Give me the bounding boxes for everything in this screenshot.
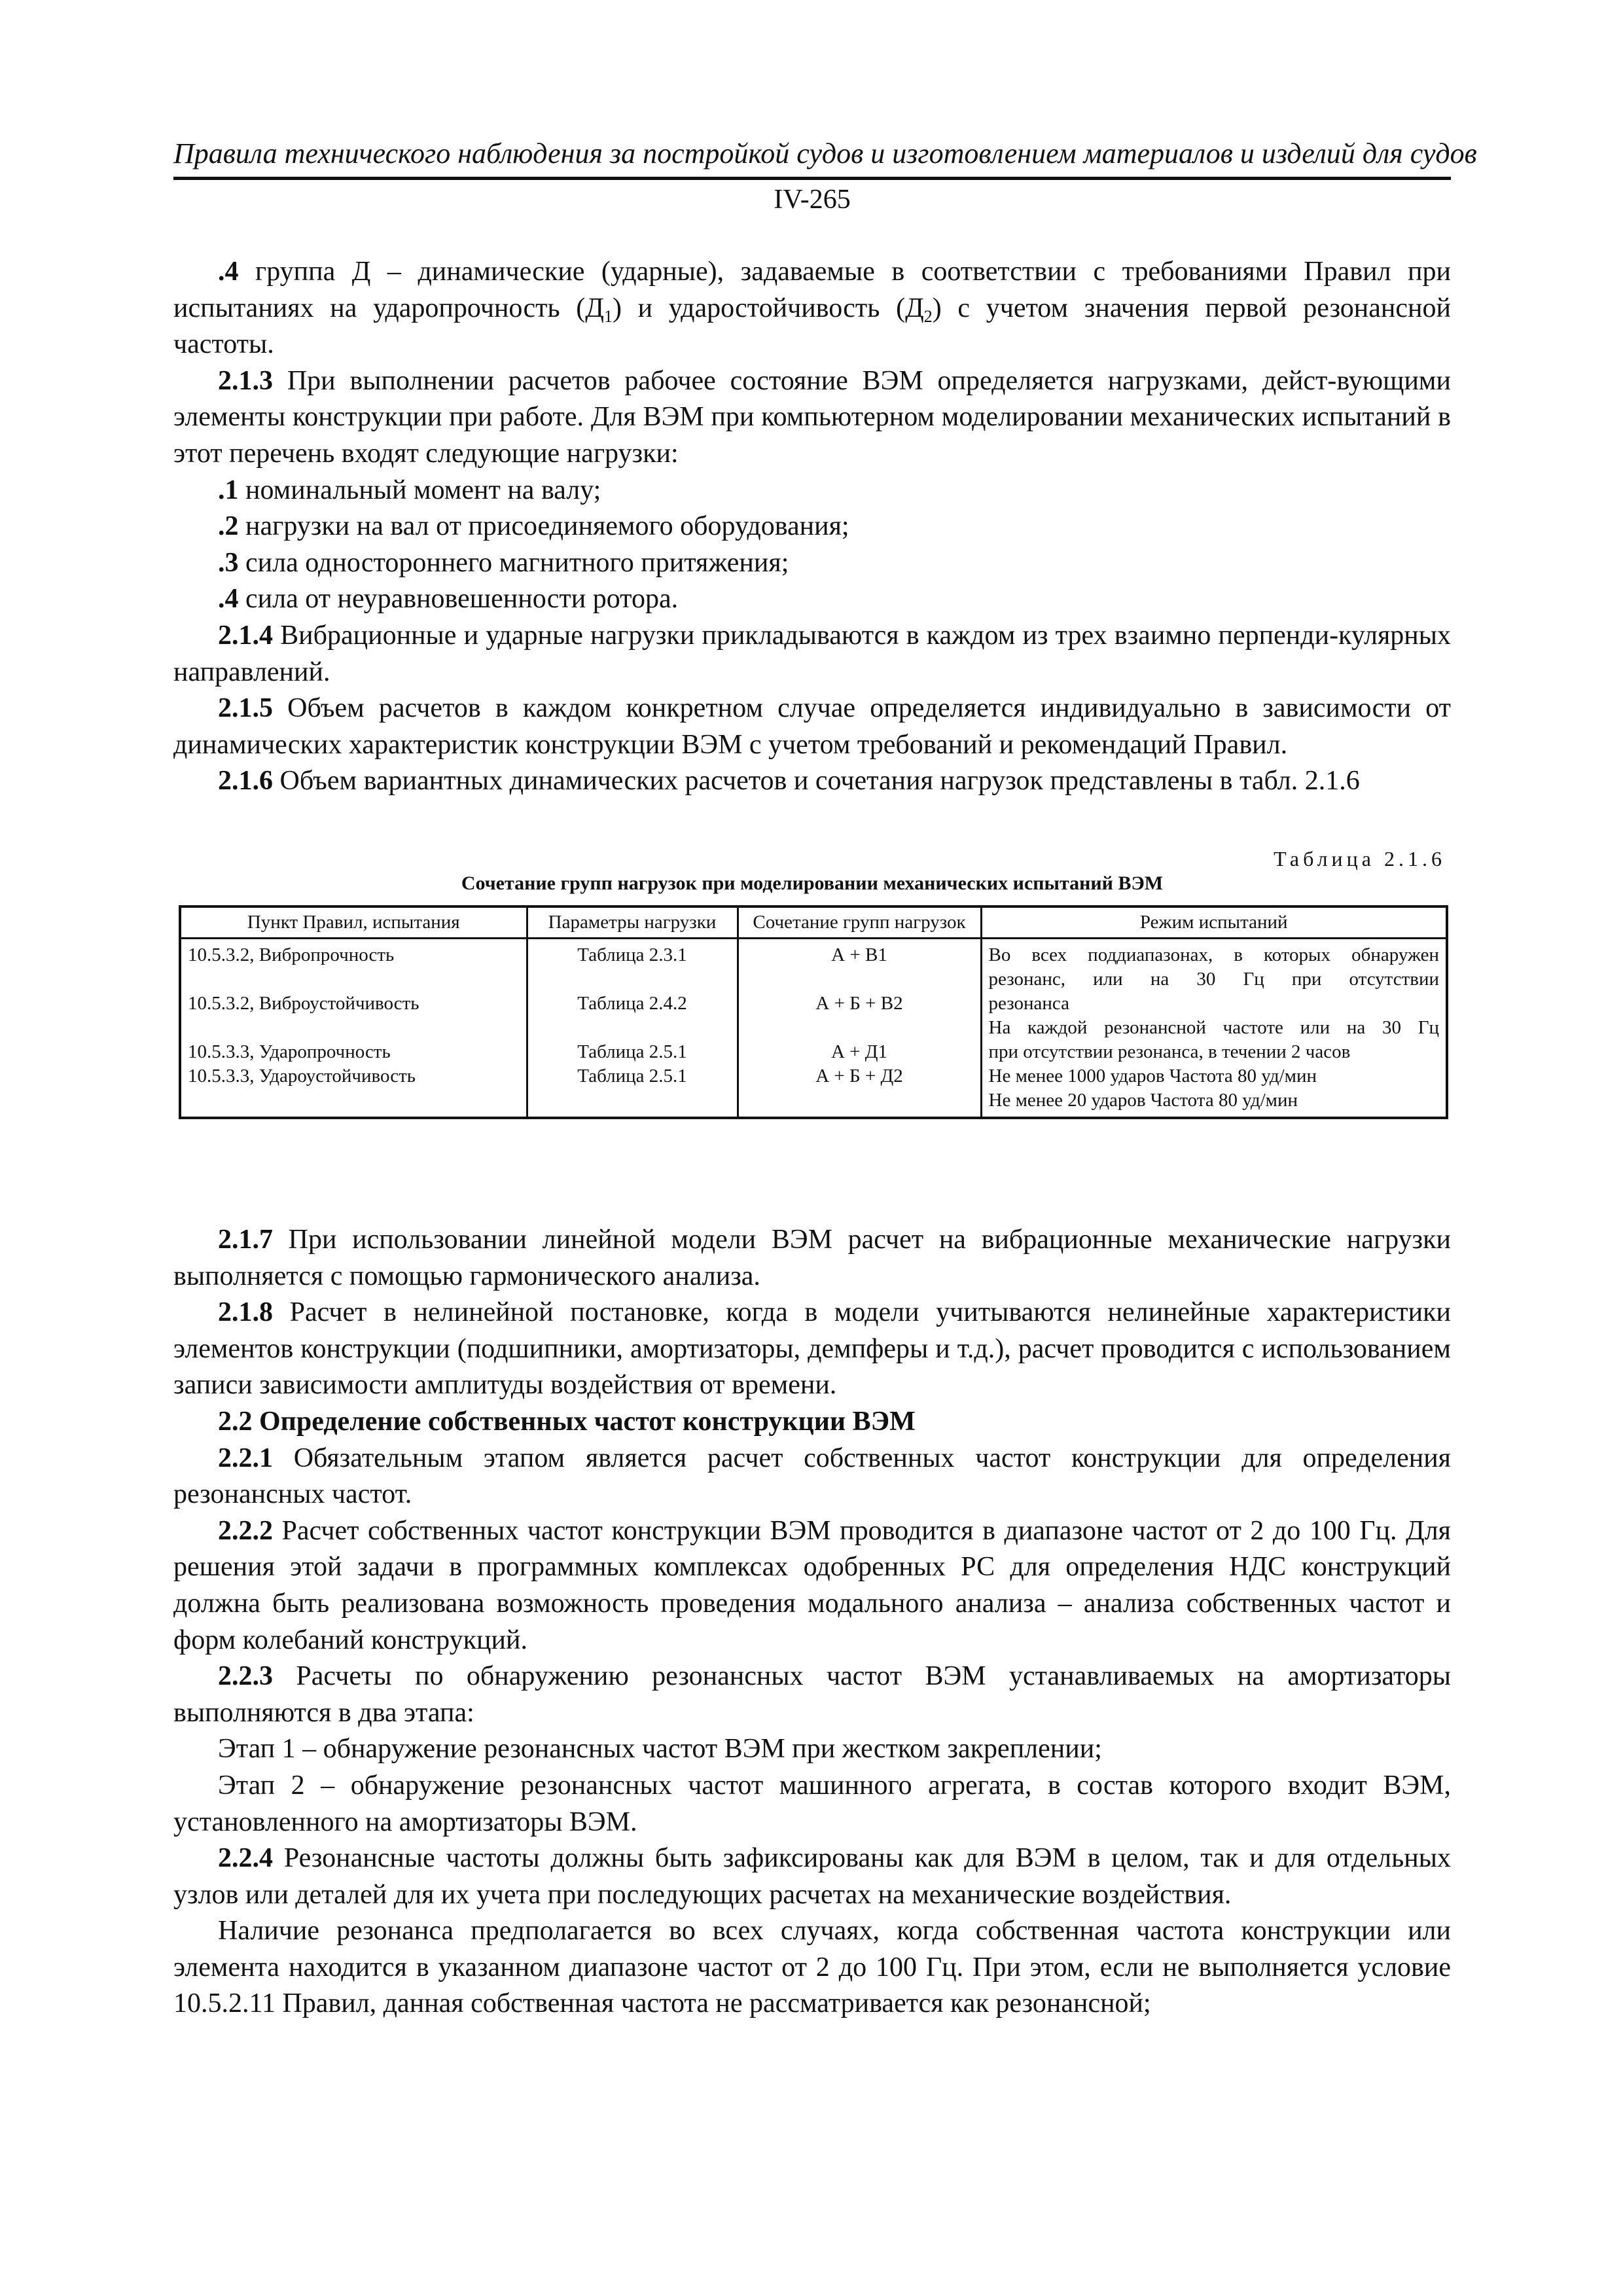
paragraph-2-1-3: 2.1.3 При выполнении расчетов рабочее состояние ВЭМ определяется нагрузками, дейст-вующими элементы конструкции при работе. Для ВЭМ при компьютерном моделировании механических испытаний в этот перечень входят следующие нагрузки:	[173, 365, 1451, 469]
body-text-bottom	[173, 1222, 1451, 2022]
list-item-3: .3 сила одностороннего магнитного притяжения;	[218, 547, 789, 578]
table-cell: Таблица 2.5.1	[577, 1041, 687, 1062]
paragraph-2-1-5: 2.1.5 Объем расчетов в каждом конкретном случае определяется индивидуально в зависимости от динамических характеристик конструкции ВЭМ с учетом требований и рекомендаций Правил.	[173, 693, 1451, 760]
load-combination-column	[738, 939, 981, 1119]
table-cell: Таблица 2.4.2	[577, 993, 687, 1014]
body-text-top	[173, 254, 1451, 800]
load-parameters-column	[527, 939, 738, 1119]
paragraph-2-2-1: 2.2.1 Обязательным этапом является расчет собственных частот конструкции для определения резонансных частот.	[173, 1443, 1451, 1510]
stage-2: Этап 2 – обнаружение резонансных частот машинного агрегата, в состав которого входит ВЭМ, установленного на амортизаторы ВЭМ.	[173, 1770, 1451, 1837]
table-cell: А + В1	[831, 944, 887, 965]
paragraph-2-2-2: 2.2.2 Расчет собственных частот конструкции ВЭМ проводится в диапазоне частот от 2 до 100 Гц. Для решения этой задачи в программных комплексах одобренных РС для определения НДС конструкций должна быть реализована возможность проведения модального анализа – анализа собственных частот и форм колебаний конструкций.	[173, 1515, 1451, 1655]
table-cell: 10.5.3.3, Ударопрочность	[188, 1041, 391, 1062]
table-cell: А + Б + Д2	[815, 1066, 903, 1086]
table-header-cell: Параметры нагрузки	[527, 906, 738, 939]
table-caption: Сочетание групп нагрузок при моделировании механических испытаний ВЭМ	[461, 872, 1164, 894]
table-cell: Не менее 20 ударов Частота 80 уд/мин	[988, 1090, 1298, 1111]
table-cell: Таблица 2.5.1	[577, 1066, 687, 1086]
table-cell: Не менее 1000 ударов Частота 80 уд/мин	[988, 1066, 1317, 1086]
table-cell: при отсутствии резонанса, в течении 2 часов	[988, 1041, 1351, 1062]
table-cell: 10.5.3.3, Удароустойчивость	[188, 1066, 416, 1086]
list-item-2: .2 нагрузки на вал от присоединяемого оборудования;	[218, 511, 849, 542]
paragraph-2-1-6: 2.1.6 Объем вариантных динамических расчетов и сочетания нагрузок представлены в табл. 2.1.6	[218, 766, 1360, 797]
rules-clause-column	[180, 939, 527, 1119]
section-title-2-2: 2.2 Определение собственных частот конструкции ВЭМ	[218, 1406, 916, 1437]
table-cell: А + Б + В2	[815, 993, 903, 1014]
table-cell: Таблица 2.3.1	[577, 944, 687, 965]
paragraph-2-2-3: 2.2.3 Расчеты по обнаружению резонансных частот ВЭМ устанавливаемых на амортизаторы выполняются в два этапа:	[173, 1661, 1451, 1728]
table-cell: Во всех поддиапазонах, в которых обнаружен	[988, 944, 1439, 965]
list-item-4: .4 сила от неуравновешенности ротора.	[218, 584, 679, 615]
table-cell: резонанса	[988, 993, 1070, 1014]
paragraph-group-d: .4 группа Д – динамические (ударные), задаваемые в соответствии с требованиями Правил при испытаниях на ударопрочность $(Д_1)$ и ударостойчивость $(Д_2)$ с учетом значения первой резонансной частоты.	[173, 257, 1451, 360]
table-header-row	[180, 906, 1447, 939]
load-combination-table	[179, 905, 1448, 1119]
header-divider	[173, 177, 1451, 180]
paragraph-resonance: Наличие резонанса предполагается во всех случаях, когда собственная частота конструкции или элемента находится в указанном диапазоне частот от 2 до 100 Гц. При этом, если не выполняется условие 10.5.2.11 Правил, данная собственная частота не рассматривается как резонансной;	[173, 1916, 1451, 2019]
table-cell: А + Д1	[830, 1041, 888, 1062]
table-cell: 10.5.3.2, Вибропрочность	[188, 944, 395, 965]
document-page	[173, 0, 1477, 2296]
running-header-title: Правила технического наблюдения за постройкой судов и изготовлением материалов и изделий для судов	[173, 137, 1477, 170]
test-mode-column	[981, 939, 1447, 1119]
stage-1: Этап 1 – обнаружение резонансных частот ВЭМ при жестком закреплении;	[218, 1734, 1102, 1765]
table-header-cell: Пункт Правил, испытания	[180, 906, 527, 939]
paragraph-2-1-7: 2.1.7 При использовании линейной модели ВЭМ расчет на вибрационные механические нагрузки выполняется с помощью гармонического анализа.	[173, 1225, 1451, 1291]
paragraph-2-1-8: 2.1.8 Расчет в нелинейной постановке, когда в модели учитываются нелинейные характеристики элементов конструкции (подшипники, амортизаторы, демпферы и т.д.), расчет проводится с использованием записи зависимости амплитуды воздействия от времени.	[173, 1297, 1451, 1401]
table-cell: 10.5.3.2, Виброустойчивость	[188, 993, 419, 1014]
paragraph-2-1-4: 2.1.4 Вибрационные и ударные нагрузки прикладываются в каждом из трех взаимно перпенди-кулярных направлений.	[173, 620, 1451, 687]
table-header-cell: Режим испытаний	[981, 906, 1447, 939]
paragraph-2-2-4: 2.2.4 Резонансные частоты должны быть зафиксированы как для ВЭМ в целом, так и для отдельных узлов или деталей для их учета при последующих расчетах на механические воздействия.	[173, 1843, 1451, 1910]
table-body-row	[180, 939, 1447, 1119]
table-cell: резонанс, или на 30 Гц при отсутствии	[988, 969, 1439, 990]
table-label: Таблица 2.1.6	[1274, 847, 1446, 870]
table-header-cell: Сочетание групп нагрузок	[738, 906, 981, 939]
table-cell: На каждой резонансной частоте или на 30 Гц	[988, 1017, 1439, 1038]
page-number: IV-265	[774, 185, 851, 215]
list-item-1: .1 номинальный момент на валу;	[218, 475, 601, 505]
